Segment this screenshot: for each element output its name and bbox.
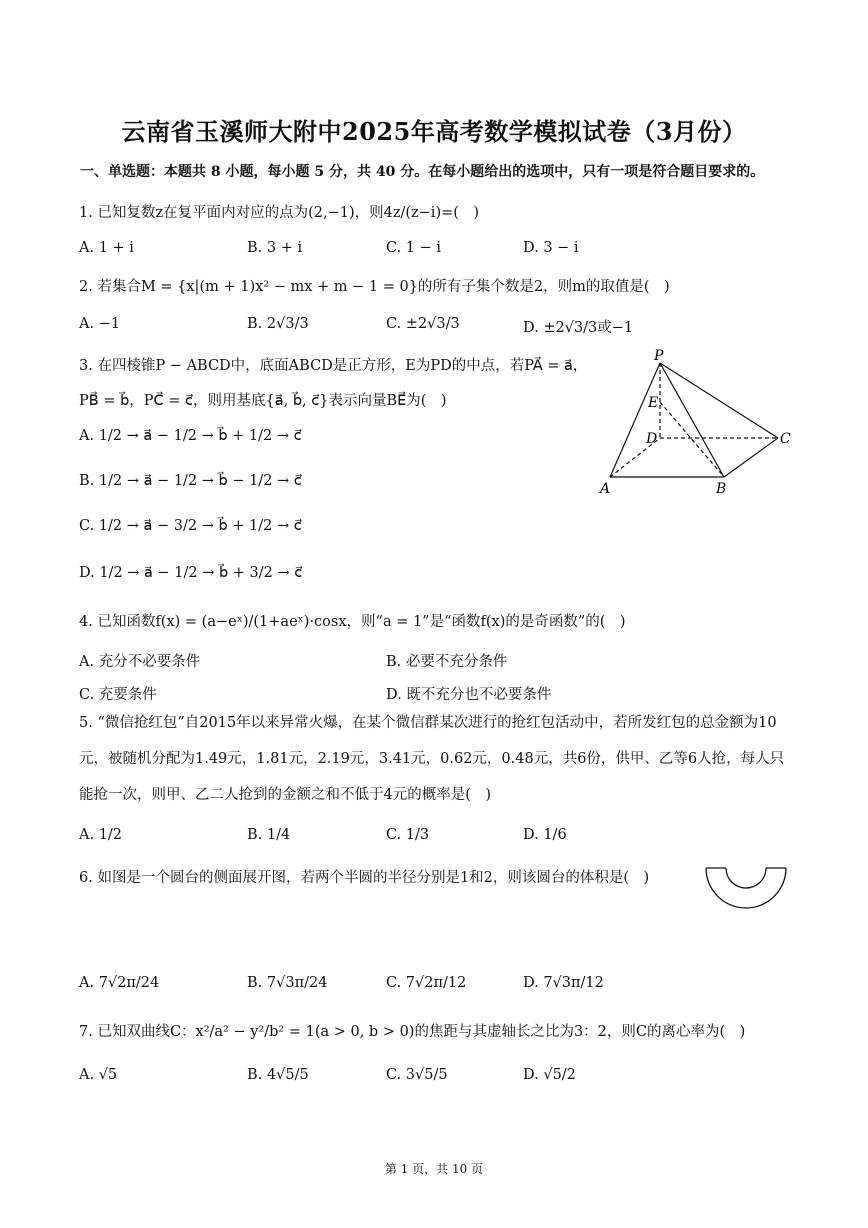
label-d: D xyxy=(646,431,658,447)
q3-option-b: B. 1/2 → a⃗ − 1/2 → b⃗ − 1/2 → c⃗ xyxy=(79,473,302,489)
q4-option-c: C. 充要条件 xyxy=(79,687,157,703)
label-c: C xyxy=(780,431,791,447)
label-p: P xyxy=(654,348,664,364)
question-2-stem: 2. 若集合M = {x|(m + 1)x² − mx + m − 1 = 0}的所有子集个数是2，则m的取值是( ) xyxy=(79,279,670,295)
q6-option-b: B. 7√3π/24 xyxy=(247,975,328,991)
q5-option-c: C. 1/3 xyxy=(386,827,430,843)
q7-option-d: D. √5/2 xyxy=(523,1067,576,1083)
question-6-stem: 6. 如图是一个圆台的侧面展开图，若两个半圆的半径分别是1和2，则该圆台的体积是( ) xyxy=(79,870,650,886)
question-7-stem: 7. 已知双曲线C：x²/a² − y²/b² = 1(a > 0, b > 0)的焦距与其虚轴长之比为3：2，则C的离心率为( ) xyxy=(79,1024,746,1040)
label-a: A xyxy=(600,481,611,497)
q2-option-c: C. ±2√3/3 xyxy=(386,316,460,332)
page-title: 云南省玉溪师大附中2025年高考数学模拟试卷（3月份） xyxy=(121,117,747,146)
q7-option-a: A. √5 xyxy=(79,1067,118,1083)
page-footer: 第 1 页，共 10 页 xyxy=(384,1162,484,1176)
question-3-stem-line1: 3. 在四棱锥P − ABCD中，底面ABCD是正方形，E为PD的中点，若PA⃗ = a⃗， xyxy=(79,358,588,374)
label-e: E xyxy=(648,395,659,411)
q4-option-b: B. 必要不充分条件 xyxy=(386,654,508,670)
q4-option-a: A. 充分不必要条件 xyxy=(79,654,201,670)
q3-option-c: C. 1/2 → a⃗ − 3/2 → b⃗ + 1/2 → c⃗ xyxy=(79,518,302,534)
label-b: B xyxy=(716,481,727,497)
q7-option-c: C. 3√5/5 xyxy=(386,1067,448,1083)
q2-option-a: A. −1 xyxy=(79,316,121,332)
q7-option-b: B. 4√5/5 xyxy=(247,1067,309,1083)
q5-option-b: B. 1/4 xyxy=(247,827,291,843)
q6-option-d: D. 7√3π/12 xyxy=(523,975,604,991)
q3-option-a: A. 1/2 → a⃗ − 1/2 → b⃗ + 1/2 → c⃗ xyxy=(79,428,302,444)
q3-option-d: D. 1/2 → a⃗ − 1/2 → b⃗ + 3/2 → c⃗ xyxy=(79,565,303,581)
q6-option-c: C. 7√2π/12 xyxy=(386,975,467,991)
q5-option-a: A. 1/2 xyxy=(79,827,123,843)
q6-option-a: A. 7√2π/24 xyxy=(79,975,160,991)
pyramid-figure xyxy=(598,345,798,500)
q4-option-d: D. 既不充分也不必要条件 xyxy=(386,687,552,703)
q2-option-d: D. ±2√3/3或−1 xyxy=(523,320,634,336)
q1-option-c: C. 1 − i xyxy=(386,240,442,256)
q5-option-d: D. 1/6 xyxy=(523,827,567,843)
question-5-stem: 5. “微信抢红包”自2015年以来异常火爆，在某个微信群某次进行的抢红包活动中，若所发红包的总金额为10元，被随机分配为1.49元，1.81元，2.19元，3.41元，0.62元，0.48元，共6份，供甲、乙等6人抢，每人只能抢一次，则甲、乙二人抢到的金额之和不低于4元的概率是( ) xyxy=(79,715,785,803)
q1-option-b: B. 3 + i xyxy=(247,240,303,256)
question-1-stem: 1. 已知复数z在复平面内对应的点为(2,−1)，则4z/(z−i)=( ) xyxy=(79,205,480,221)
section-heading: 一、单选题：本题共 8 小题，每小题 5 分，共 40 分。在每小题给出的选项中，只有一项是符合题目要求的。 xyxy=(80,164,765,180)
q1-option-a: A. 1 + i xyxy=(79,240,134,256)
question-4-stem: 4. 已知函数f(x) = (a−eˣ)/(1+aeˣ)·cosx，则“a = 1”是“函数f(x)的是奇函数”的( ) xyxy=(79,614,626,630)
semicircle-ring-figure xyxy=(700,860,792,912)
question-3-stem-line2: PB⃗ = b⃗，PC⃗ = c⃗，则用基底{a⃗, b⃗, c⃗}表示向量BE⃗为( ) xyxy=(79,393,447,409)
q1-option-d: D. 3 − i xyxy=(523,240,579,256)
q2-option-b: B. 2√3/3 xyxy=(247,316,309,332)
